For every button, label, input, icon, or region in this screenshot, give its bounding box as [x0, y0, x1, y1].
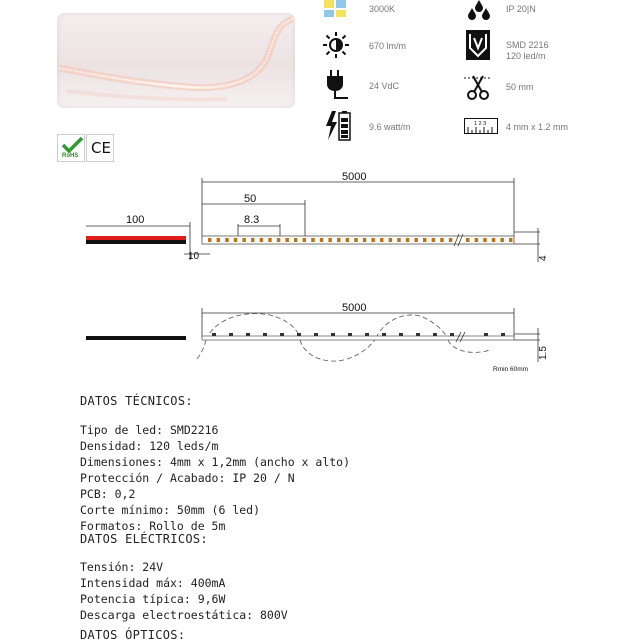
spec-line: Potencia típica: 9,6W: [80, 592, 226, 606]
spec-line: Protección / Acabado: IP 20 / N: [80, 471, 295, 485]
led-chip: [346, 238, 350, 242]
led-chip: [414, 238, 418, 242]
led-chip-side: [484, 333, 488, 336]
led-chip-side: [331, 333, 335, 336]
led-chip: [483, 238, 487, 242]
led-chip: [371, 238, 375, 242]
led-chip: [328, 238, 332, 242]
dim-height: 4: [538, 255, 549, 261]
led-chip: [380, 238, 384, 242]
red-wire: [86, 236, 186, 240]
datos-tecnicos-title: DATOS TÉCNICOS:: [80, 394, 193, 408]
dim-pad-length: 10: [188, 251, 200, 262]
led-chip: [440, 238, 444, 242]
led-chip-side: [365, 333, 369, 336]
rohs-badge: [57, 134, 85, 162]
spec-led-density: 120 led/m: [506, 51, 546, 61]
datos-electricos-title: DATOS ELÉCTRICOS:: [80, 532, 208, 546]
led-chip: [217, 238, 221, 242]
strip-dimension-diagram-bottom: [0, 295, 640, 375]
water-drops-icon: [466, 0, 492, 22]
led-chip: [492, 238, 496, 242]
led-chip: [397, 238, 401, 242]
led-chip: [251, 238, 255, 242]
black-cable: [86, 336, 186, 340]
ce-badge: [86, 134, 114, 162]
black-wire: [86, 240, 186, 244]
led-chip-side: [348, 333, 352, 336]
led-chip: [242, 238, 246, 242]
led-chip: [509, 238, 513, 242]
led-chip: [475, 238, 479, 242]
led-chip: [225, 238, 229, 242]
led-chip-side: [399, 333, 403, 336]
led-chip: [466, 238, 470, 242]
spec-dimensions: 4 mm x 1.2 mm: [506, 122, 569, 132]
led-chip: [449, 238, 453, 242]
datos-electricos-list: [80, 559, 288, 623]
datos-tecnicos-list: [80, 422, 350, 534]
spec-line: Dimensiones: 4mm x 1,2mm (ancho x alto): [80, 455, 351, 469]
led-chip: [406, 238, 410, 242]
led-chip: [363, 238, 367, 242]
led-chip-side: [246, 333, 250, 336]
led-chip-side: [501, 333, 505, 336]
dim-cable-length: 100: [126, 214, 145, 226]
led-chip: [389, 238, 393, 242]
ruler-numbers: 1 2 3: [474, 121, 487, 127]
spec-voltage: 24 VdC: [369, 81, 400, 91]
dim-total-length-side: 5000: [342, 302, 367, 314]
power-plug-icon: [326, 70, 350, 102]
spec-brightness: 670 lm/m: [369, 41, 407, 51]
led-chip-side: [280, 333, 284, 336]
dim-total-length: 5000: [342, 171, 367, 183]
battery-power-icon: [324, 111, 352, 141]
rohs-label: RoHS: [62, 153, 79, 159]
led-strip-side-view: [202, 336, 514, 340]
dim-thickness: 1.5: [538, 346, 549, 360]
min-bend-radius: Rmin 60mm: [493, 366, 529, 373]
led-chip-side: [433, 333, 437, 336]
spec-line: Formatos: Rollo de 5m: [80, 519, 226, 533]
led-chip-side: [314, 333, 318, 336]
led-chip: [268, 238, 272, 242]
led-chip: [423, 238, 427, 242]
led-chip-icon: [466, 30, 490, 60]
spec-power: 9.6 watt/m: [369, 122, 411, 132]
led-chip: [260, 238, 264, 242]
spec-line: PCB: 0,2: [80, 487, 136, 501]
spec-color-temperature: 3000K: [369, 4, 396, 14]
led-chip: [500, 238, 504, 242]
spec-line: Densidad: 120 leds/m: [80, 439, 219, 453]
dim-led-pitch: 8.3: [244, 214, 260, 226]
ce-mark: CE: [91, 139, 111, 157]
led-strip-photo: [57, 13, 295, 108]
led-chip-side: [416, 333, 420, 336]
led-chip-side: [450, 333, 454, 336]
checkmark-icon: [59, 136, 85, 154]
color-temperature-icon: [323, 0, 347, 18]
led-chip-side: [382, 333, 386, 336]
led-chip-side: [297, 333, 301, 336]
led-chip: [234, 238, 238, 242]
ruler-icon: [464, 118, 498, 134]
led-chips-side: [212, 333, 505, 336]
spec-led-type: SMD 2216: [506, 40, 549, 50]
spec-line: Descarga electroestática: 800V: [80, 608, 288, 622]
led-chip-side: [229, 333, 233, 336]
led-chip-side: [212, 333, 216, 336]
brightness-icon: [322, 31, 350, 59]
spec-protection: IP 20|N: [506, 4, 536, 14]
datos-opticos-title: DATOS ÓPTICOS:: [80, 628, 186, 642]
led-chip-side: [263, 333, 267, 336]
led-chip: [337, 238, 341, 242]
led-chip: [277, 238, 281, 242]
led-chip: [208, 238, 212, 242]
spec-line: Intensidad máx: 400mA: [80, 576, 226, 590]
led-chip: [320, 238, 324, 242]
led-chip: [354, 238, 358, 242]
spec-line: Tipo de led: SMD2216: [80, 423, 219, 437]
led-chip: [311, 238, 315, 242]
dim-segment-length: 50: [244, 193, 257, 205]
led-chip: [432, 238, 436, 242]
spec-min-cut: 50 mm: [506, 82, 534, 92]
scissors-icon: [464, 72, 492, 102]
strip-dimension-diagram-top: [0, 160, 640, 280]
spec-line: Corte mínimo: 50mm (6 led): [80, 503, 261, 517]
led-chip: [303, 238, 307, 242]
spec-line: Tensión: 24V: [80, 560, 164, 574]
product-photo: [57, 13, 295, 108]
led-chip: [285, 238, 289, 242]
led-chip: [294, 238, 298, 242]
